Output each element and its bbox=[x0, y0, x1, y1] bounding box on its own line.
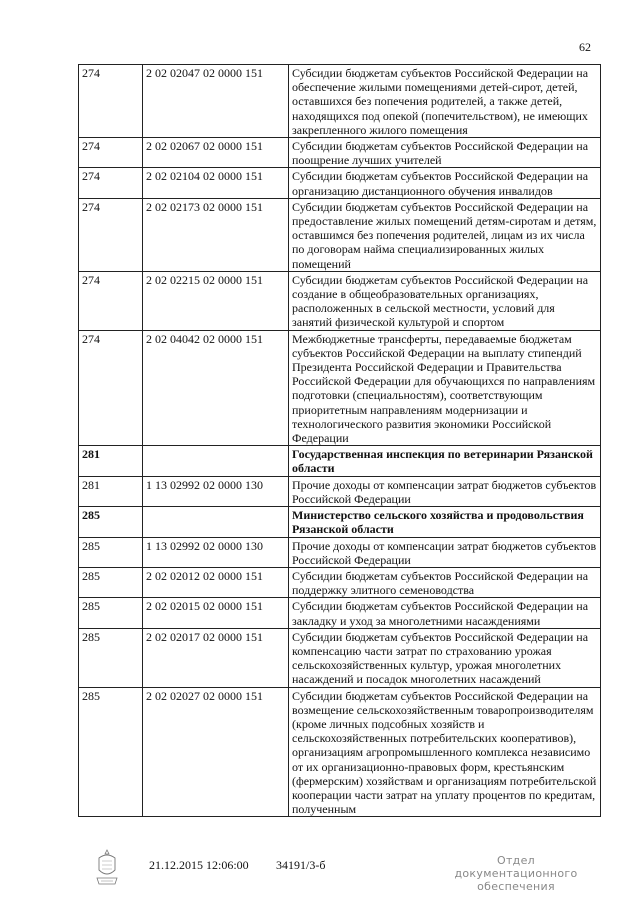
table-body bbox=[79, 65, 601, 817]
admin-code-cell: 281 bbox=[79, 476, 143, 506]
admin-code-cell: 285 bbox=[79, 687, 143, 817]
page-footer bbox=[0, 848, 640, 898]
budget-code-cell: 2 02 02027 02 0000 151 bbox=[143, 687, 289, 817]
budget-code-cell: 2 02 02047 02 0000 151 bbox=[143, 65, 289, 138]
table-row bbox=[79, 567, 601, 597]
stamp-doc-number: 34191/3-б bbox=[276, 858, 326, 872]
admin-code-cell: 285 bbox=[79, 628, 143, 687]
table-row bbox=[79, 476, 601, 506]
department-stamp-line1: Отдел документационного bbox=[454, 854, 578, 880]
description-cell: Субсидии бюджетам субъектов Российской Федерации на предоставление жилых помещений детям-сиротам и детям, оставшимся без попечения родителей, лицам из их числа по договорам найма специализированных жилых помещений bbox=[289, 198, 601, 271]
description-cell: Субсидии бюджетам субъектов Российской Федерации на поощрение лучших учителей bbox=[289, 138, 601, 168]
department-stamp-line2: обеспечения bbox=[477, 880, 555, 893]
budget-code-cell: 2 02 02067 02 0000 151 bbox=[143, 138, 289, 168]
table-row bbox=[79, 65, 601, 138]
budget-code-cell: 2 02 02017 02 0000 151 bbox=[143, 628, 289, 687]
budget-classification-table bbox=[78, 64, 601, 817]
description-cell: Субсидии бюджетам субъектов Российской Федерации на компенсацию части затрат по страхованию урожая сельскохозяйственных культур, урожая многолетних насаждений и посадок многолетних насаждений bbox=[289, 628, 601, 687]
table-row bbox=[79, 138, 601, 168]
table-row bbox=[79, 537, 601, 567]
coat-of-arms-icon bbox=[93, 848, 121, 888]
description-cell: Прочие доходы от компенсации затрат бюджетов субъектов Российской Федерации bbox=[289, 537, 601, 567]
admin-code-cell: 281 bbox=[79, 446, 143, 476]
description-cell: Субсидии бюджетам субъектов Российской Федерации на возмещение сельскохозяйственным товаропроизводителям (кроме личных подсобных хозяйств и сельскохозяйственных потребительских кооперативов), организациям агропромышленного комплекса независимо от их организационно-правовых форм, крестьянским (фермерским) хозяйствам и организациям потребительской кооперации части затрат на уплату процентов по кредитам, полученным bbox=[289, 687, 601, 817]
admin-code-cell: 274 bbox=[79, 65, 143, 138]
table-row bbox=[79, 271, 601, 330]
department-stamp bbox=[446, 854, 586, 893]
table-row bbox=[79, 507, 601, 537]
admin-code-cell: 285 bbox=[79, 507, 143, 537]
description-cell: Субсидии бюджетам субъектов Российской Федерации на организацию дистанционного обучения инвалидов bbox=[289, 168, 601, 198]
budget-code-cell bbox=[143, 446, 289, 476]
admin-code-cell: 274 bbox=[79, 138, 143, 168]
admin-code-cell: 274 bbox=[79, 168, 143, 198]
description-cell: Субсидии бюджетам субъектов Российской Федерации на закладку и уход за многолетними насаждениями bbox=[289, 598, 601, 628]
admin-code-cell: 274 bbox=[79, 330, 143, 446]
budget-code-cell: 2 02 02173 02 0000 151 bbox=[143, 198, 289, 271]
description-cell: Государственная инспекция по ветеринарии Рязанской области bbox=[289, 446, 601, 476]
admin-code-cell: 285 bbox=[79, 537, 143, 567]
budget-code-cell: 2 02 04042 02 0000 151 bbox=[143, 330, 289, 446]
description-cell: Прочие доходы от компенсации затрат бюджетов субъектов Российской Федерации bbox=[289, 476, 601, 506]
table-row bbox=[79, 198, 601, 271]
description-cell: Субсидии бюджетам субъектов Российской Федерации на создание в общеобразовательных организациях, расположенных в сельской местности, условий для занятий физической культурой и спортом bbox=[289, 271, 601, 330]
stamp-date: 21.12.2015 12:06:00 bbox=[149, 858, 249, 872]
budget-code-cell: 2 02 02012 02 0000 151 bbox=[143, 567, 289, 597]
table-row bbox=[79, 598, 601, 628]
admin-code-cell: 274 bbox=[79, 271, 143, 330]
table-row bbox=[79, 687, 601, 817]
description-cell: Министерство сельского хозяйства и продовольствия Рязанской области bbox=[289, 507, 601, 537]
budget-code-cell: 2 02 02015 02 0000 151 bbox=[143, 598, 289, 628]
description-cell: Межбюджетные трансферты, передаваемые бюджетам субъектов Российской Федерации на выплату стипендий Президента Российской Федерации и Правительства Российской Федерации для обучающихся по направлениям подготовки (специальностям), соответствующим приоритетным направлениям модернизации и технологического развития экономики Российской Федерации bbox=[289, 330, 601, 446]
budget-code-cell: 2 02 02215 02 0000 151 bbox=[143, 271, 289, 330]
admin-code-cell: 285 bbox=[79, 598, 143, 628]
budget-code-cell: 1 13 02992 02 0000 130 bbox=[143, 476, 289, 506]
page-number: 62 bbox=[579, 40, 591, 54]
budget-code-cell: 1 13 02992 02 0000 130 bbox=[143, 537, 289, 567]
table-row bbox=[79, 446, 601, 476]
description-cell: Субсидии бюджетам субъектов Российской Федерации на обеспечение жилыми помещениями детей-сирот, детей, оставшихся без попечения родителей, а также детей, находящихся под опекой (попечительством), не имеющих закрепленного жилого помещения bbox=[289, 65, 601, 138]
table-row bbox=[79, 628, 601, 687]
admin-code-cell: 274 bbox=[79, 198, 143, 271]
table-row bbox=[79, 330, 601, 446]
budget-code-cell: 2 02 02104 02 0000 151 bbox=[143, 168, 289, 198]
table-row bbox=[79, 168, 601, 198]
admin-code-cell: 285 bbox=[79, 567, 143, 597]
budget-code-cell bbox=[143, 507, 289, 537]
description-cell: Субсидии бюджетам субъектов Российской Федерации на поддержку элитного семеноводства bbox=[289, 567, 601, 597]
